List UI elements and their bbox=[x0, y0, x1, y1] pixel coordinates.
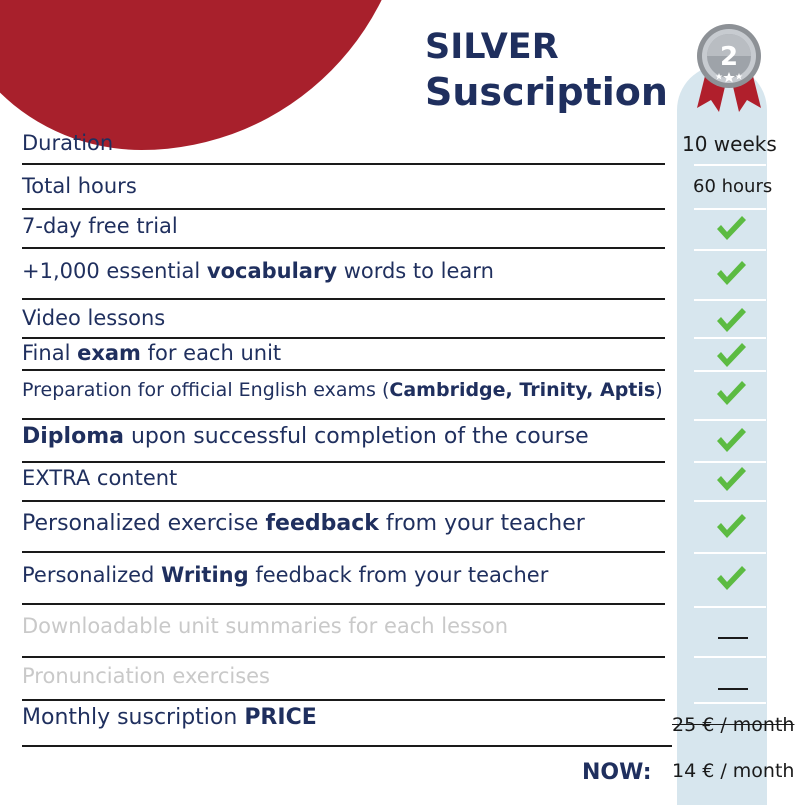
check-icon bbox=[714, 305, 748, 335]
feature-label: Monthly suscription PRICE bbox=[22, 705, 317, 730]
feature-label: Total hours bbox=[22, 174, 137, 198]
row-divider bbox=[22, 699, 665, 701]
check-icon bbox=[714, 511, 748, 541]
feature-label: Duration bbox=[22, 131, 114, 155]
column-divider bbox=[694, 656, 766, 658]
column-divider bbox=[694, 552, 766, 554]
row-divider bbox=[22, 656, 665, 658]
column-divider bbox=[694, 606, 766, 608]
row-divider bbox=[22, 247, 665, 249]
feature-label: Diploma upon successful completion of the course bbox=[22, 424, 589, 449]
now-label: NOW: bbox=[582, 760, 652, 785]
row-divider bbox=[22, 369, 665, 371]
column-divider bbox=[694, 164, 766, 166]
column-divider bbox=[694, 370, 766, 372]
row-divider bbox=[22, 745, 672, 747]
check-icon bbox=[714, 340, 748, 370]
column-divider bbox=[694, 461, 766, 463]
feature-label: Personalized exercise feedback from your teacher bbox=[22, 511, 585, 536]
column-divider bbox=[694, 208, 766, 210]
feature-label: +1,000 essential vocabulary words to learn bbox=[22, 259, 494, 283]
plan-title bbox=[425, 27, 668, 114]
row-divider bbox=[22, 461, 665, 463]
row-divider bbox=[22, 298, 665, 300]
current-price: 14 € / month bbox=[672, 760, 795, 782]
row-divider bbox=[22, 337, 665, 339]
feature-label: Video lessons bbox=[22, 306, 166, 330]
row-divider bbox=[22, 500, 665, 502]
feature-label: EXTRA content bbox=[22, 466, 178, 490]
decorative-red-shape bbox=[0, 0, 410, 150]
feature-label: Downloadable unit summaries for each lesson bbox=[22, 614, 509, 638]
feature-label: Personalized Writing feedback from your teacher bbox=[22, 563, 549, 587]
row-divider bbox=[22, 603, 665, 605]
row-divider bbox=[22, 208, 665, 210]
svg-text:2: 2 bbox=[719, 42, 739, 72]
feature-label: 7-day free trial bbox=[22, 214, 178, 238]
feature-label: Final exam for each unit bbox=[22, 341, 282, 365]
column-divider bbox=[694, 337, 766, 339]
row-divider bbox=[22, 418, 665, 420]
not-included-dash bbox=[718, 688, 748, 690]
row-divider bbox=[22, 163, 665, 165]
check-icon bbox=[714, 563, 748, 593]
column-divider bbox=[694, 702, 766, 704]
check-icon bbox=[714, 425, 748, 455]
medal-icon bbox=[693, 20, 765, 115]
plan-value: 10 weeks bbox=[682, 132, 777, 156]
plan-value: 60 hours bbox=[693, 176, 773, 197]
old-price: 25 € / month bbox=[672, 714, 795, 736]
column-divider bbox=[694, 500, 766, 502]
check-icon bbox=[714, 378, 748, 408]
plan-title-line1: SILVER bbox=[425, 27, 559, 67]
feature-label: Preparation for official English exams (Cambridge, Trinity, Aptis) bbox=[22, 379, 663, 401]
check-icon bbox=[714, 464, 748, 494]
column-divider bbox=[694, 419, 766, 421]
not-included-dash bbox=[718, 637, 748, 639]
column-divider bbox=[694, 299, 766, 301]
feature-label: Pronunciation exercises bbox=[22, 664, 271, 688]
check-icon bbox=[714, 258, 748, 288]
plan-title-line2: Suscription bbox=[425, 70, 668, 114]
check-icon bbox=[714, 213, 748, 243]
column-divider bbox=[694, 249, 766, 251]
row-divider bbox=[22, 551, 665, 553]
